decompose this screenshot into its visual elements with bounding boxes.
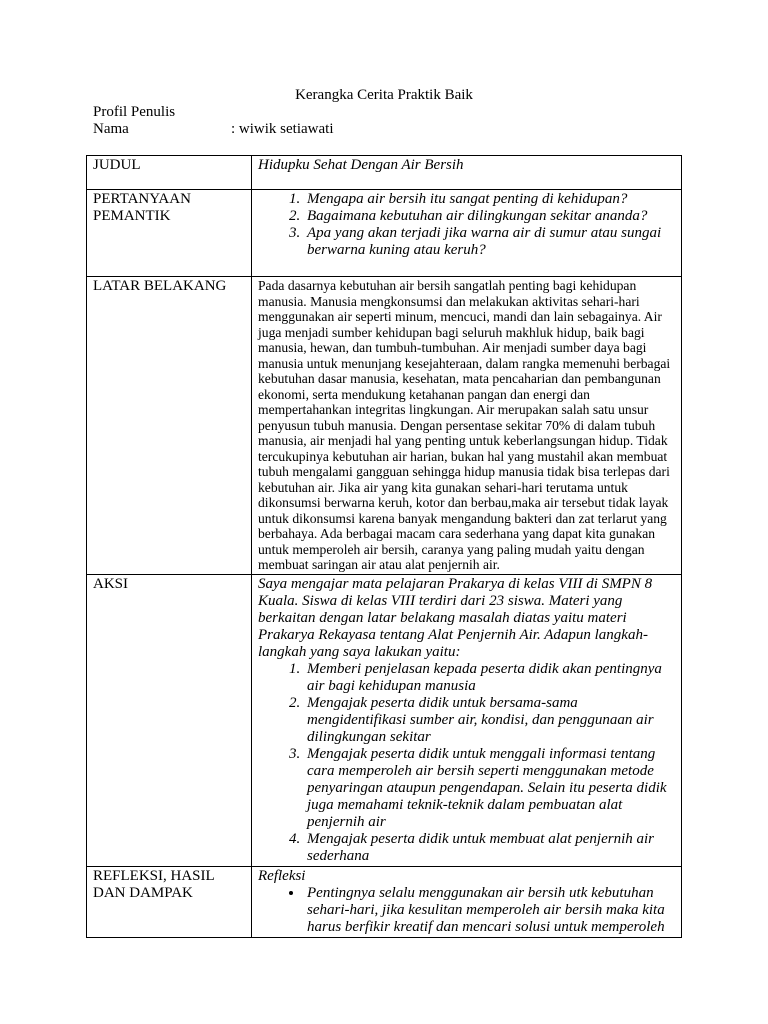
refleksi-list [258,885,675,936]
row-latar [87,277,682,575]
latar-text: Pada dasarnya kebutuhan air bersih sangatlah penting bagi kehidupan manusia. Manusia mengkonsumsi dan melakukan aktivitas sehari-hari menggunakan air seperti minum, mencuci, mandi dan lain sebagainya. Air juga menjadi sumber kehidupan bagi seluruh makhluk hidup, baik bagi manusia, hewan, dan tumbuh-tumbuhan. Air menjadi sumber daya bagi manusia untuk menunjang kesejahteraan, dalam rangka memenuhi berbagai kebutuhan dasar manusia, kesehatan, mata pencaharian dan pembangunan ekonomi, serta mendukung ketahanan pangan dan energi dan mempertahankan integritas lingkungan. Air merupakan salah satu unsur penyusun tubuh manusia. Dengan persentase sekitar 70% di dalam tubuh manusia, air menjadi hal yang penting untuk keberlangsungan hidup. Tidak tercukupinya kebutuhan air harian, bukan hal yang mustahil akan membuat tubuh mengalami gangguan sehingga hidup manusia tidak bisa terlepas dari kebutuhan air. Jika air yang kita gunakan sehari-hari terutama untuk dikonsumsi berwarna keruh, kotor dan berbau,maka air tersebut tidak layak untuk dikonsumsi karena banyak mengandung bakteri dan zat terlarut yang berbahaya. Ada berbagai macam cara sederhana yang dapat kita gunakan untuk memperoleh air bersih, caranya yang paling mudah yaitu dengan membuat saringan air atau alat penjernih air. [252,277,682,575]
list-item: 1. Memberi penjelasan kepada peserta didik akan pentingnya air bagi kehidupan manusia [304,661,675,695]
aksi-cell [252,574,682,866]
list-item: 2. Bagaimana kebutuhan air dilingkungan sekitar ananda? [304,208,675,225]
name-label: Nama [93,121,129,137]
judul-value: Hidupku Sehat Dengan Air Bersih [252,156,682,190]
author-profile [93,104,333,138]
aksi-label: AKSI [87,574,252,866]
pertanyaan-label: PERTANYAAN PEMANTIK [87,190,252,277]
list-item: 2. Mengajak peserta didik untuk bersama-sama mengidentifikasi sumber air, kondisi, dan penggunaan air dilingkungan sekitar [304,695,675,746]
refleksi-cell [252,866,682,937]
list-item: 3. Mengajak peserta didik untuk menggali informasi tentang cara memperoleh air bersih seperti menggunakan metode penyaringan ataupun pengendapan. Selain itu peserta didik juga memahami teknik-teknik dalam pembuatan alat penjernih air [304,746,675,831]
refleksi-heading: Refleksi [258,867,306,884]
story-framework-table [86,155,682,938]
pertanyaan-list [258,191,675,259]
profile-heading: Profil Penulis [93,104,176,120]
row-refleksi [87,866,682,937]
name-value: : wiwik setiawati [231,121,334,137]
row-judul [87,156,682,190]
list-item: 4. Mengajak peserta didik untuk membuat alat penjernih air sederhana [304,831,675,865]
document-title: Kerangka Cerita Praktik Baik [295,87,473,103]
list-item: 1. Mengapa air bersih itu sangat penting di kehidupan? [304,191,675,208]
judul-label: JUDUL [87,156,252,190]
latar-label: LATAR BELAKANG [87,277,252,575]
name-row [93,121,333,138]
row-aksi [87,574,682,866]
list-item: • Pentingnya selalu menggunakan air bersih utk kebutuhan sehari-hari, jika kesulitan memperoleh air bersih maka kita harus berfikir kreatif dan mencari solusi untuk memperoleh [304,885,675,936]
row-pertanyaan [87,190,682,277]
pertanyaan-cell [252,190,682,277]
refleksi-label: REFLEKSI, HASIL DAN DAMPAK [87,866,252,937]
aksi-intro: Saya mengajar mata pelajaran Prakarya di kelas VIII di SMPN 8 Kuala. Siswa di kelas VIII terdiri dari 23 siswa. Materi yang berkaitan dengan latar belakang masalah diatas yaitu materi Prakarya Rekayasa tentang Alat Penjernih Air. Adapun langkah-langkah yang saya lakukan yaitu: [258,575,653,660]
list-item: 3. Apa yang akan terjadi jika warna air di sumur atau sungai berwarna kuning atau keruh? [304,225,675,259]
aksi-list [258,661,675,865]
